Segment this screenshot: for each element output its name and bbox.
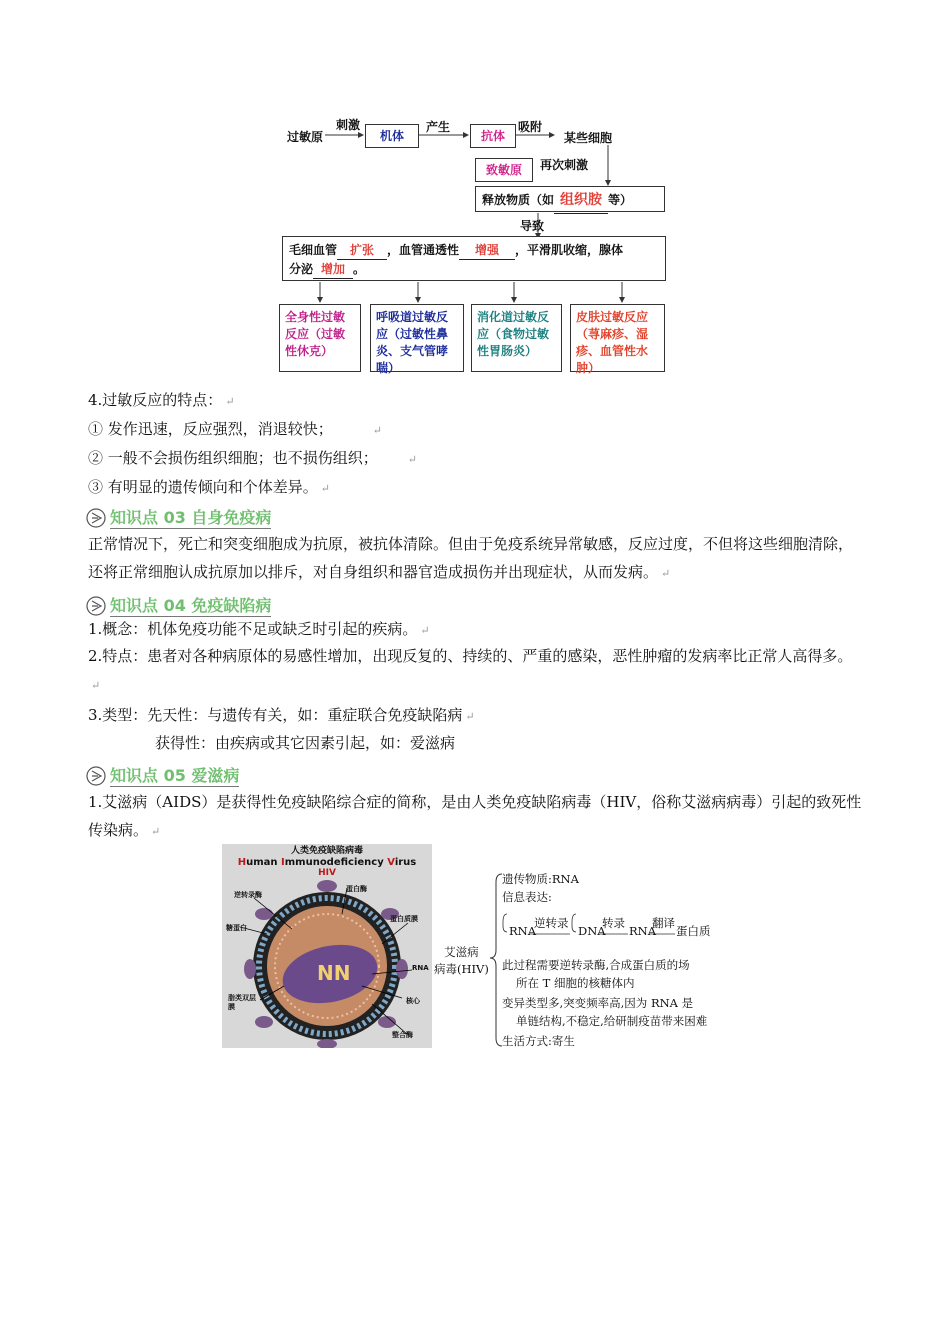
hiv-label: 逆转录酶 (234, 891, 262, 899)
section-title-04 (86, 594, 271, 618)
feature-item: ② 一般不会损伤组织细胞；也不损伤组织； ↵ (88, 449, 417, 467)
outcome-box-respiratory (370, 304, 464, 375)
hiv-lifestyle: 生活方式:寄生 (502, 1034, 575, 1048)
section-title-05 (86, 764, 239, 788)
produce-label: 产生 (426, 120, 451, 134)
adsorb-label: 吸附 (518, 120, 543, 134)
hiv-notes (432, 866, 722, 1052)
hiv-structure-image (222, 844, 432, 1048)
stimulate-again-label: 再次刺激 (540, 158, 589, 172)
outcome-label: 呼吸道过敏反应（过敏性鼻炎、支气管哮喘） (376, 310, 449, 375)
leads-to-label: 导致 (520, 219, 545, 233)
hiv-label: 蛋白酶 (346, 885, 367, 893)
outcome-label: 全身性过敏反应（过敏性休克） (285, 310, 346, 358)
effect-text: ，血管通透性 (387, 243, 460, 257)
effects-box (282, 236, 666, 281)
hiv-notes-root: 艾滋病 病毒(HIV) (434, 945, 489, 976)
release-suffix: 等） (608, 193, 633, 207)
feature-item: ① 发作迅速，反应强烈，消退较快； ↵ (88, 420, 382, 438)
hiv-site-line: 所在 T 细胞的核糖体内 (516, 976, 635, 990)
hiv-label: 糖蛋白 (226, 924, 247, 932)
hiv-site-line: 此过程需要逆转录酶,合成蛋白质的场 (502, 958, 690, 972)
features-heading: 4.过敏反应的特点： ↵ (88, 391, 235, 409)
arrow-circle-icon (86, 596, 106, 616)
flow-rna: RNA (509, 924, 537, 938)
antibody-box: 抗体 (470, 124, 516, 148)
hiv-material: 遗传物质:RNA (502, 872, 579, 886)
outcome-box-digestive (471, 304, 562, 372)
hiv-mutation-line: 单链结构,不稳定,给研制疫苗带来困难 (516, 1014, 708, 1028)
effect-text: ，平滑肌收缩，腺体 (515, 243, 624, 257)
hiv-label: 整合酶 (392, 1031, 413, 1039)
release-box (475, 186, 665, 212)
hiv-label: 核心 (406, 997, 420, 1005)
section-04-line: 1.概念：机体免疫功能不足或缺乏时引起的疾病。 ↵ (88, 620, 430, 638)
flow-rna-2: RNA (629, 924, 657, 938)
section-05-body: 1.艾滋病（AIDS）是获得性免疫缺陷综合症的简称，是由人类免疫缺陷病毒（HIV，俗称艾滋病病毒）引起的致死性传染病。 ↵ (88, 793, 862, 839)
flow-protein: 蛋白质 (676, 924, 711, 938)
effect-fill: 扩张 (337, 241, 387, 260)
hiv-label: 脂类双层膜 (228, 994, 256, 1011)
flow-transcription: 转录 (602, 916, 625, 930)
hiv-label: 蛋白质膜 (390, 915, 418, 923)
flow-dna: DNA (578, 924, 606, 938)
hiv-label: RNA (412, 964, 429, 972)
effect-text: 毛细血管 (289, 243, 338, 257)
effect-text: 分泌 (289, 262, 314, 276)
flow-reverse-transcription: 逆转录 (534, 916, 569, 930)
hiv-virus-diagram (222, 874, 432, 1048)
stimulate-label: 刺激 (336, 118, 361, 132)
effect-text: 。 (353, 262, 366, 276)
section-04-line: 获得性：由疾病或其它因素引起，如：爱滋病 (155, 734, 456, 752)
release-fill: 组织胺 (554, 187, 608, 214)
hiv-mutation-line: 变异类型多,突变频率高,因为 RNA 是 (502, 996, 694, 1010)
arrow-circle-icon (86, 766, 106, 786)
section-title-03 (86, 506, 271, 530)
outcome-box-skin (570, 304, 665, 375)
flow-translation: 翻译 (652, 916, 675, 930)
section-04-line: 2.特点：患者对各种病原体的易感性增加，出现反复的、持续的、严重的感染，恶性肿瘤的发病率比正常人高得多。↵ (88, 647, 853, 692)
section-04-line: 3.类型：先天性：与遗传有关，如：重症联合免疫缺陷病 ↵ (88, 706, 475, 724)
outcome-box-systemic (279, 304, 361, 372)
release-prefix: 释放物质（如 (482, 193, 555, 207)
hiv-expression: 信息表达: (502, 890, 552, 904)
section-title-text: 知识点 03 自身免疫病 (110, 507, 272, 527)
allergen-label: 过敏原 (287, 130, 324, 144)
section-title-text: 知识点 05 爱滋病 (110, 765, 240, 785)
body-box: 机体 (365, 124, 419, 148)
allergy-flowchart (270, 112, 690, 380)
section-03-body: 正常情况下，死亡和突变细胞成为抗原，被抗体清除。但由于免疫系统异常敏感，反应过度，不但将这些细胞清除，还将正常细胞认成抗原加以排斥，对自身组织和器官造成损伤并出现症状，从而发病。 ↵ (88, 535, 854, 581)
sensitizer-box: 致敏原 (475, 158, 533, 182)
feature-item: ③ 有明显的遗传倾向和个体差异。 ↵ (88, 478, 330, 496)
section-title-text: 知识点 04 免疫缺陷病 (110, 595, 272, 615)
effect-fill: 增加 (313, 260, 353, 279)
svg-text:NN: NN (317, 961, 351, 985)
outcome-label: 消化道过敏反应（食物过敏性胃肠炎） (477, 310, 550, 358)
hiv-image-title: 人类免疫缺陷病毒 Human Immunodeficiency Virus HIV (237, 846, 417, 878)
effect-fill: 增强 (459, 241, 515, 260)
arrow-circle-icon (86, 508, 106, 528)
outcome-label: 皮肤过敏反应（荨麻疹、湿疹、血管性水肿） (576, 310, 649, 375)
some-cells-label: 某些细胞 (564, 131, 613, 145)
